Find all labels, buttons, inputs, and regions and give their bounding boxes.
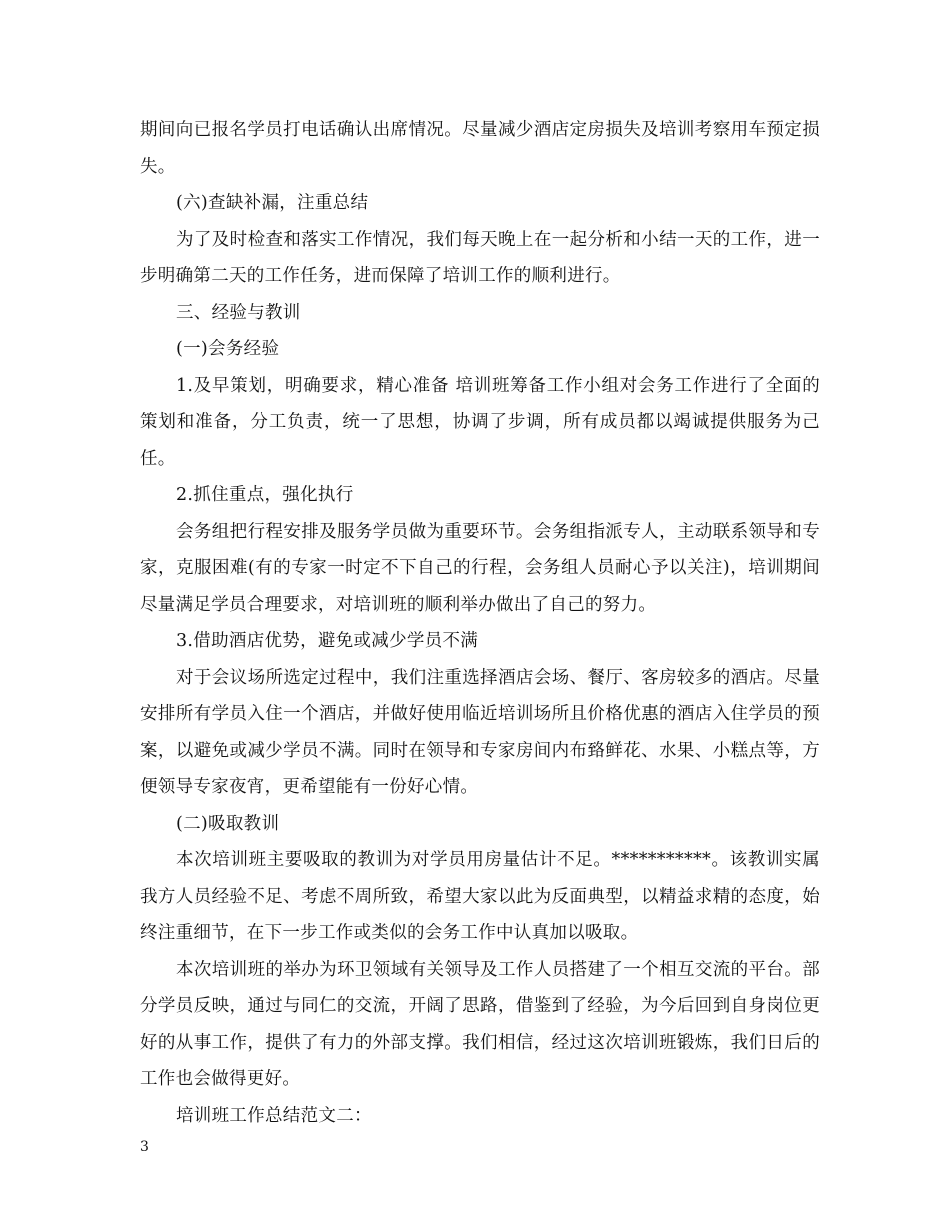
heading-check-and-summarize: (六)查缺补漏，注重总结: [176, 193, 369, 213]
paragraph-exchange-platform: 本次培训班的举办为环卫领域有关领导及工作人员搭建了一个相互交流的平台。部分学员反映，通过与同仁的交流，开阔了思路，借鉴到了经验，为今后回到自身岗位更好的从事工作，提供了有力的外部支撑。我们相信，经过这次培训班锻炼，我们日后的工作也会做得更好。: [140, 959, 820, 1089]
heading-sample-two: 培训班工作总结范文二：: [176, 1105, 372, 1126]
paragraph-room-estimate: 本次培训班主要吸取的教训为对学员用房量估计不足。***********。该教训实属我方人员经验不足、考虑不周所致，希望大家以此为反面典型，以精益求精的态度，始终注重细节，在下一步工作或类似的会务工作中认真加以吸取。: [140, 850, 820, 943]
heading-lessons-learned: (二)吸取教训: [176, 813, 280, 834]
document-body: [140, 112, 820, 1134]
heading-conference-experience: (一)会务经验: [176, 339, 280, 359]
paragraph-schedule-service: 会务组把行程安排及服务学员做为重要环节。会务组指派专人，主动联系领导和专家，克服困难(有的专家一时定不下自己的行程，会务组人员耐心予以关注)，培训期间尽量满足学员合理要求，对培训班的顺利举办做出了自己的努力。: [140, 521, 820, 615]
heading-hotel-advantage: 3.借助酒店优势，避免或减少学员不满: [176, 631, 479, 651]
paragraph-continuation: 期间向已报名学员打电话确认出席情况。尽量减少酒店定房损失及培训考察用车预定损失。: [140, 120, 820, 177]
paragraph-early-planning: 1.及早策划，明确要求，精心准备 培训班筹备工作小组对会务工作进行了全面的策划和准备，分工负责，统一了思想，协调了步调，所有成员都以竭诚提供服务为己任。: [140, 375, 820, 469]
heading-focus-execution: 2.抓住重点，强化执行: [176, 485, 354, 505]
heading-experience-and-lessons: 三、经验与教训: [176, 302, 301, 323]
paragraph-venue-selection: 对于会议场所选定过程中，我们注重选择酒店会场、餐厅、客房较多的酒店。尽量安排所有学员入住一个酒店，并做好使用临近培训场所且价格优惠的酒店入住学员的预案，以避免或减少学员不满。同时在领导和专家房间内布臵鲜花、水果、小糕点等，方便领导专家夜宵，更希望能有一份好心情。: [140, 667, 820, 797]
page-number: 3: [140, 1139, 149, 1155]
paragraph-daily-review: 为了及时检查和落实工作情况，我们每天晚上在一起分析和小结一天的工作，进一步明确第二天的工作任务，进而保障了培训工作的顺利进行。: [140, 229, 820, 286]
